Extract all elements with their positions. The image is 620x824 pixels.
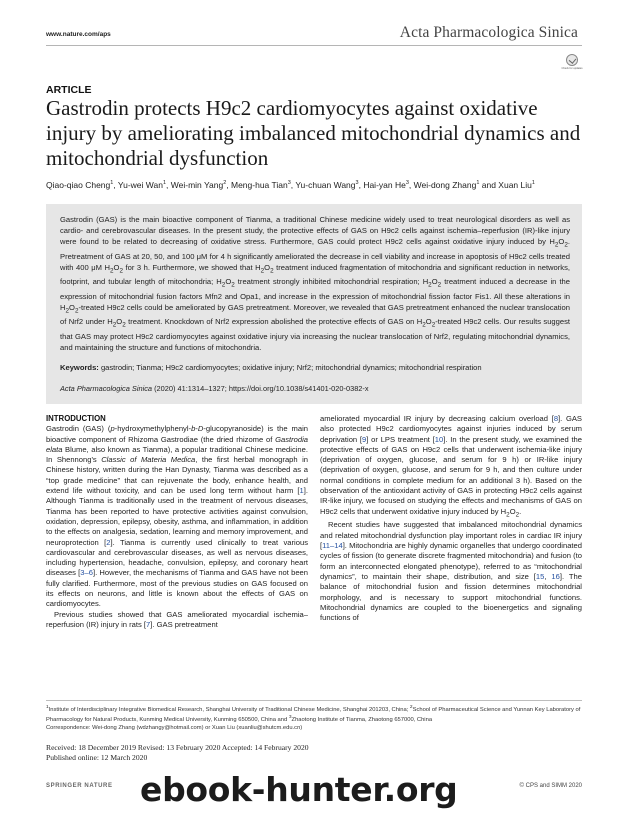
ref-link[interactable]: 1 [299, 486, 304, 496]
ref-link[interactable]: 9 [362, 434, 367, 444]
body-column-left [46, 414, 308, 630]
check-for-updates-badge[interactable] [563, 54, 581, 76]
author-name[interactable]: Meng-hua Tian [231, 180, 288, 190]
copyright: © CPS and SIMM 2020 [519, 783, 582, 789]
keywords-text: gastrodin; Tianma; H9c2 cardiomyocytes; oxidative injury; Nrf2; mitochondrial dynamics; mitochondrial respiration [98, 363, 482, 372]
article-type-label: ARTICLE [46, 84, 92, 96]
ref-link[interactable]: 7 [146, 619, 151, 629]
ref-link[interactable]: 2 [106, 537, 111, 547]
author-name[interactable]: Yu-wei Wan [117, 180, 163, 190]
ref-link[interactable]: 11–14 [322, 541, 343, 551]
affiliations-footnote [46, 704, 582, 732]
body-column-right [320, 414, 582, 623]
watermark: ebook-hunter.org [140, 770, 458, 809]
ref-link[interactable]: 3–6 [80, 568, 93, 578]
correspondence: Correspondence: Wei-dong Zhang (wdzhangy@hotmail.com) or Xuan Liu (xuanliu@shutcm.edu.cn) [46, 724, 303, 731]
journal-site-url[interactable]: www.nature.com/aps [46, 31, 111, 38]
ref-link[interactable]: 8 [553, 414, 559, 423]
intro-paragraph-2: Previous studies showed that GAS ameliorated myocardial ischemia–reperfusion (IR) injury in rats [7]. GAS pretreatment [46, 609, 308, 629]
ref-link[interactable]: 10 [434, 434, 444, 444]
footnote-divider [46, 700, 582, 701]
author-name[interactable]: Qiao-qiao Cheng [46, 180, 111, 190]
keywords-label: Keywords: [60, 363, 99, 372]
publisher-logo: SPRINGER NATURE [46, 783, 113, 789]
journal-name: Acta Pharmacologica Sinica [399, 24, 578, 41]
author-affiliation-mark: 1 [476, 180, 480, 187]
ref-link[interactable]: 16 [551, 571, 560, 581]
author-name[interactable]: Wei-dong Zhang [413, 180, 477, 190]
citation-rest[interactable]: (2020) 41:1314–1327; https://doi.org/10.1038/s41401-020-0382-x [152, 384, 369, 393]
citation-journal: Acta Pharmacologica Sinica [60, 384, 153, 393]
author-affiliation-mark: 3 [355, 180, 359, 187]
author-name[interactable]: Yu-chuan Wang [295, 180, 356, 190]
author-name[interactable]: Hai-yan He [363, 180, 406, 190]
section-heading-introduction: INTRODUCTION [46, 414, 106, 423]
citation-line [60, 384, 570, 393]
intro-paragraph-2-cont: ameliorated myocardial IR injury by decreasing calcium overload [8]. GAS also protected H9c2 cardiomyocytes against injuries induced by serum deprivation [9] or LPS treatment [10]. In the present study, we examined the protective effects of GAS on H9c2 cells that underwent ischemia-like injury (deprivation of oxygen, glucose, and serum for 9 h) or IR-like injury (deprivation of oxygen, glucose, and serum for 9 h, and then culture under normal conditions in complete medium for an additional 3 h). Based on the observation of the antioxidant activity of GAS in protecting H9c2 cells against IR-like injury, we focused on studying the effects and mechanisms of GAS on H9c2 cells that underwent oxidative injury induced by $H_2O_2$. [320, 414, 583, 519]
paper-title: Gastrodin protects H9c2 cardiomyocytes against oxidative injury by ameliorating imbalanced mitochondrial dynamics and mitochondrial dysfunction [46, 96, 581, 170]
author-list: Qiao-qiao Cheng$^1$, Yu-wei Wan$^1$, Wei-min Yang$^2$, Meng-hua Tian$^3$, Yu-chuan Wang$^3$, Hai-yan He$^3$, Wei-dong Zhang$^1$ and Xuan Liu$^1$ [46, 180, 535, 190]
published-online: Published online: 12 March 2020 [46, 752, 148, 762]
abstract-text: Gastrodin (GAS) is the main bioactive component of Tianma, a traditional Chinese medicine widely used to treat neurological disorders as well as cardio- and cerebrovascular diseases. In the present study, the protective effects of GAS on H9c2 cells against ischemia–reperfusion (IR)-like injury were found to be related to decreasing of oxidative stress. Furthermore, GAS could protect H9c2 cells against oxidative injury induced by $H_2O_2$. Pretreatment of GAS at 20, 50, and 100 μM for 4 h significantly ameliorated the decrease in cell viability and increase in apoptosis of H9c2 cells treated with 400 μM $H_2O_2$ for 3 h. Furthermore, we showed that $H_2O_2$ treatment induced fragmentation of mitochondria and significant reduction in networks, footprint, and tubular length of mitochondria; $H_2O_2$ treatment strongly inhibited mitochondrial respiration; $H_2O_2$ treatment induced a decrease in the expression of mitochondrial fusion factors Mfn2 and Opa1, and increase in the expression of mitochondrial fission factor Fis1. All these alterations in $H_2O_2$-treated H9c2 cells could be ameliorated by GAS pretreatment. Moreover, we revealed that GAS pretreatment enhanced the nuclear translocation of Nrf2 under $H_2O_2$ treatment. Knockdown of Nrf2 expression abolished the protective effects of GAS on $H_2O_2$-treated H9c2 cells. Our results suggest that GAS may protect H9c2 cardiomyocytes against oxidative injury via increasing the nuclear translocation of Nrf2, regulating mitochondrial dynamics, and maintaining the structure and functions of mitochondria. [60, 215, 571, 353]
intro-paragraph-1: Gastrodin (GAS) (p-hydroxymethylphenyl-b-D-glucopyranoside) is the main bioactive component of Rhizoma Gastrodiae (the dried rhizome of Gastrodia elata Blume, also known as Tianma), a popular traditional Chinese medicine. In Shennong's Classic of Materia Medica, the first herbal monograph in Chinese history, written during the Han Dynasty, Tianma was described as a “top grade medicine” that can rejuvenate the body, enhance health, and extend life without toxicity, and can be used long term without harm [1]. Although Tianma is traditionally used in the treatment of nervous diseases, Tianma has been reported to have protective activities against convulsion, oxidation, depression, epilepsy, obesity, asthma, and inflammation, in addition to the effects on analgesia, sedation, learning and memory improvement, and neuroprotection [2]. Tianma is currently used clinically to treat various cardiovascular and cerebrovascular diseases, as well as nervous diseases, including hypertension, headache, convulsion, epilepsy, and coronary heart diseases [3–6]. However, the mechanisms of Tianma and GAS have not been fully clarified. Furthermore, most of the previous studies on GAS focused on its effects on neurons, and little is known about the effects of GAS on cardiomyocytes. [46, 424, 309, 609]
author-affiliation-mark: 1 [110, 180, 114, 187]
author-affiliation-mark: 3 [405, 180, 409, 187]
ref-link[interactable]: 15 [535, 571, 545, 581]
header-divider [46, 45, 582, 46]
article-dates [46, 743, 582, 762]
intro-paragraph-3: Recent studies have suggested that imbalanced mitochondrial dynamics and related mitochondrial dysfunction play important roles in cardiac IR injury [11–14]. Mitochondria are highly dynamic organelles that undergo coordinated cycles of fission (to generate discrete fragmented mitochondria) and fusion (to form an interconnected elongated phenotype), referred to as “mitochondrial dynamics”, to maintain their shape, distribution, and size [15, 16]. The balance of mitochondrial fusion and fission determines mitochondrial morphology, and is necessary to support mitochondrial functions. Mitochondrial dynamics are coupled to the bioenergetics and signaling functions of [320, 520, 582, 623]
affiliations: $^1$Institute of Interdisciplinary Integrative Biomedical Research, Shanghai University of Traditional Chinese Medicine, Shanghai 201203, China; $^2$School of Pharmaceutical Science and Yunnan Key Laboratory of Pharmacology for Natural Products, Kunming Medical University, Kunming 650500, China and $^3$Zhaotong Institute of Tianma, Zhaotong 657000, China [46, 705, 581, 723]
checkmark-icon [566, 54, 578, 66]
author-affiliation-mark: 3 [287, 180, 291, 187]
check-for-updates-label: Check for updates [561, 67, 583, 70]
received-revised-accepted: Received: 18 December 2019 Revised: 13 February 2020 Accepted: 14 February 2020 [46, 743, 309, 752]
keywords-line [60, 363, 570, 372]
author-name[interactable]: Wei-min Yang [170, 180, 224, 190]
author-affiliation-mark: 2 [223, 180, 227, 187]
author-affiliation-mark: 1 [162, 180, 167, 187]
author-affiliation-mark: 1 [531, 180, 535, 187]
author-name[interactable]: Xuan Liu [498, 180, 532, 190]
